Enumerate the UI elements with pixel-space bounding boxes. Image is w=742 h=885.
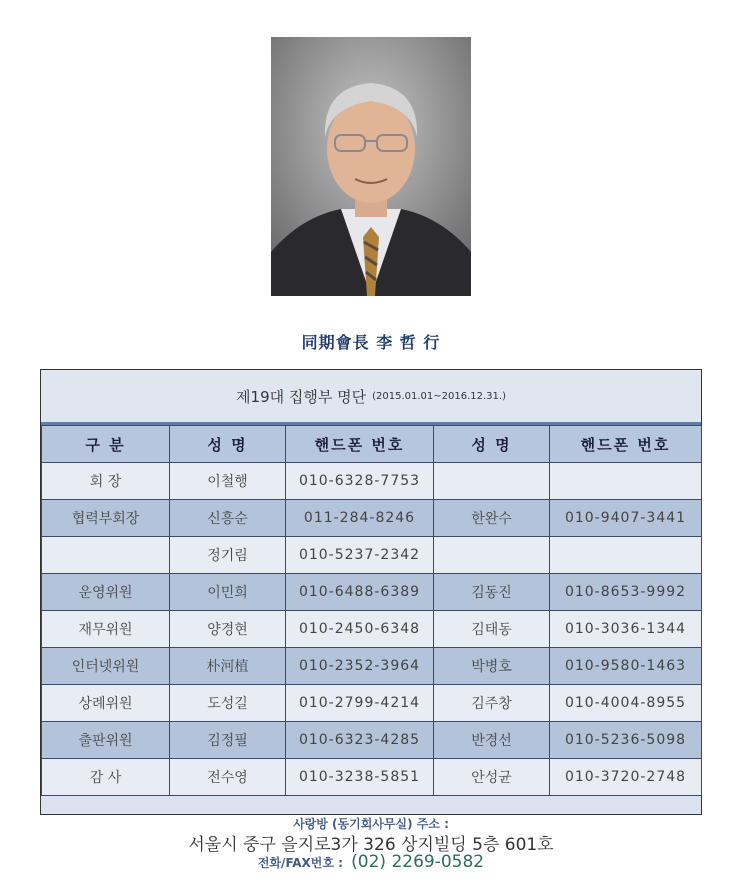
row-phone-1: 010-6488-6389 (286, 574, 434, 611)
row-name-1: 이철행 (170, 463, 286, 500)
row-role: 협력부회장 (42, 500, 170, 537)
row-name-1: 전수영 (170, 759, 286, 796)
row-name-1: 정기림 (170, 537, 286, 574)
row-phone-2: 010-3036-1344 (550, 611, 702, 648)
header-name-1: 성 명 (170, 426, 286, 463)
table-row (42, 574, 702, 611)
phone-label: 전화/FAX번호 : (257, 856, 343, 870)
roster-title-text: 제19대 집행부 명단 (236, 387, 367, 406)
table-row (42, 722, 702, 759)
header-phone-2: 핸드폰 번호 (550, 426, 702, 463)
phone-line (0, 852, 742, 872)
portrait-illustration (271, 37, 471, 296)
row-name-2: 한완수 (434, 500, 550, 537)
row-phone-2: 010-3720-2748 (550, 759, 702, 796)
office-address: 서울시 중구 을지로3가 326 상지빌딩 5층 601호 (188, 835, 554, 855)
row-phone-2 (550, 537, 702, 574)
chairman-portrait-photo (271, 37, 471, 296)
row-phone-1: 010-2450-6348 (286, 611, 434, 648)
row-phone-2 (550, 463, 702, 500)
row-role: 상례위원 (42, 685, 170, 722)
table-row (42, 611, 702, 648)
row-phone-2: 010-8653-9992 (550, 574, 702, 611)
row-phone-2: 010-5236-5098 (550, 722, 702, 759)
row-role: 출판위원 (42, 722, 170, 759)
row-role: 회 장 (42, 463, 170, 500)
row-role (42, 537, 170, 574)
phone-number: (02) 2269-0582 (351, 852, 485, 872)
table-row (42, 537, 702, 574)
row-name-2: 김태동 (434, 611, 550, 648)
row-name-2 (434, 463, 550, 500)
row-phone-1: 010-3238-5851 (286, 759, 434, 796)
header-category: 구 분 (42, 426, 170, 463)
chairman-caption: 同期會長 李 哲 行 (301, 333, 441, 352)
row-role: 운영위원 (42, 574, 170, 611)
row-name-1: 신흥순 (170, 500, 286, 537)
row-phone-2: 010-9580-1463 (550, 648, 702, 685)
row-phone-1: 011-284-8246 (286, 500, 434, 537)
row-phone-1: 010-2799-4214 (286, 685, 434, 722)
table-header-row (42, 426, 702, 463)
row-phone-1: 010-6328-7753 (286, 463, 434, 500)
header-phone-1: 핸드폰 번호 (286, 426, 434, 463)
table-row (42, 463, 702, 500)
row-phone-2: 010-9407-3441 (550, 500, 702, 537)
row-name-2: 김주창 (434, 685, 550, 722)
row-name-1: 朴河植 (170, 648, 286, 685)
row-name-2: 안성균 (434, 759, 550, 796)
row-name-1: 양경현 (170, 611, 286, 648)
table-row (42, 685, 702, 722)
executive-roster (40, 369, 702, 815)
roster-table (41, 425, 702, 796)
row-role: 감 사 (42, 759, 170, 796)
row-name-1: 김정필 (170, 722, 286, 759)
row-phone-1: 010-6323-4285 (286, 722, 434, 759)
row-phone-2: 010-4004-8955 (550, 685, 702, 722)
table-row (42, 759, 702, 796)
row-name-2 (434, 537, 550, 574)
row-name-1: 도성길 (170, 685, 286, 722)
row-role: 재무위원 (42, 611, 170, 648)
row-phone-1: 010-2352-3964 (286, 648, 434, 685)
address-label: 사랑방 (동기회사무실) 주소 : (293, 817, 449, 831)
row-phone-1: 010-5237-2342 (286, 537, 434, 574)
roster-period: (2015.01.01~2016.12.31.) (372, 390, 506, 402)
row-name-2: 박병호 (434, 648, 550, 685)
row-role: 인터넷위원 (42, 648, 170, 685)
roster-title (41, 370, 701, 425)
row-name-1: 이민희 (170, 574, 286, 611)
row-name-2: 반경선 (434, 722, 550, 759)
row-name-2: 김동진 (434, 574, 550, 611)
header-name-2: 성 명 (434, 426, 550, 463)
table-row (42, 648, 702, 685)
table-row (42, 500, 702, 537)
